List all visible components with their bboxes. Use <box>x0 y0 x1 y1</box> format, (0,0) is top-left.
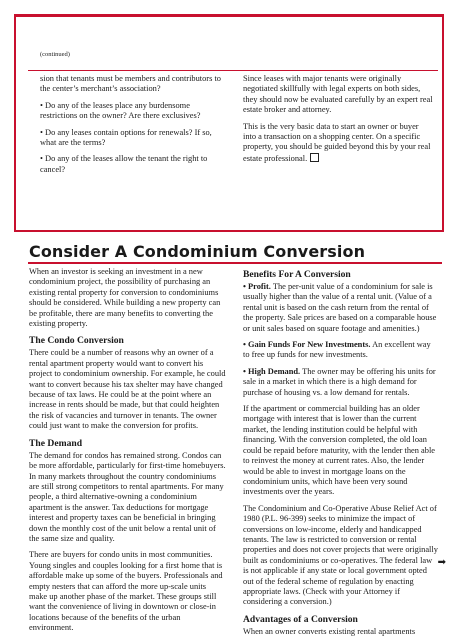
benefit-label: • Profit. <box>243 282 271 291</box>
advantages-paragraph: When an owner converts existing rental apartments <box>243 626 416 636</box>
continued-right-column <box>243 74 433 170</box>
section-heading-demand: The Demand <box>29 437 83 449</box>
mortgage-paragraph: If the apartment or commercial building has an older mortgage with interest that is lower than the current market, the lending institution could be helpful with financing. With the conversion completed, the old loan could be repaid before maturity, with the lender then able to reinvest the money at current rates. Also, the lender would be able to invest in mortgage loans on the condominium units, which have been very sound investments over the years. <box>243 404 436 497</box>
continued-left-column <box>40 74 226 181</box>
demand-paragraph: The demand for condos has remained strong. Condos can be more affordable, particularly for first-time homebuyers. In many markets throughout the country condominiums are still strong competitors to rental apartments. For many people, a third alternative-owning a condominium apartment is the answer. Tax deductions for mortgage interest and property taxes can be beneficial in bringing down the monthly cost of the unit below a rental unit of the same size and quality. <box>29 450 226 543</box>
benefit-label: • Gain Funds For New Investments. <box>243 340 371 350</box>
abuse-relief-act-paragraph: The Condominium and Co-Operative Abuse Relief Act of 1980 (P.L. 96-399) seeks to minimize the impact of conversions on low-income, elderly and handicapped tenants. The law is restricted to conversion or rental properties and does not cover projects that were originally built as condominiums or co-operatives. The federal law is not applicable if any state or local government opted out of the federal scheme of regulation by enacting appropriate laws. (Check with your Attorney if considering a conversion.) <box>243 503 438 607</box>
top-divider-rule <box>28 70 438 71</box>
article-headline: Consider A Condominium Conversion <box>29 242 366 261</box>
closing-paragraph <box>243 122 433 165</box>
benefit-profit <box>243 282 439 334</box>
buyers-paragraph: There are buyers for condo units in most communities. Young singles and couples looking for a first home that is affordable make up some of the buyers. Professionals and empty nesters that can afford the more up-scale units make up another phase of the market. These groups still want the convenience of living in downtown or close-in locations because of the benefits of the urban environment. <box>29 550 223 633</box>
article-left-column <box>29 267 226 640</box>
headline-rule <box>28 262 442 264</box>
condo-conversion-paragraph: There could be a number of reasons why an owner of a rental apartment property would want to convert his project to condominium ownership. For example, he could want to convert because his tax shelter may have changed because of tax laws. He could be at the point where an increase in rents should be made, but that could heighten the risk of vacancies and turnover in tenants. The owner could just want to make the conversion for profits. <box>29 348 226 431</box>
benefit-label: • High Demand. <box>243 366 301 376</box>
benefit-text: The per-unit value of a condominium for sale is usually higher than the value of a rental unit. (Value of a rental unit is based on the cash return from the rental of the property. Sale prices are based on a comparable house or unit sales based on square footage and amenities.) <box>243 282 437 333</box>
list-item: • Do any of the leases place any burdensome restrictions on the owner? Are there exclusives? <box>40 100 201 121</box>
section-heading-advantages: Advantages of a Conversion <box>243 613 358 625</box>
continue-arrow-icon: ➡ <box>437 557 446 568</box>
benefit-high-demand <box>243 367 439 398</box>
benefit-text: An excellent way to free up funds for new investments. <box>243 340 431 360</box>
benefit-gain-funds <box>243 340 439 361</box>
list-item: • Do any of the leases allow the tenant the right to cancel? <box>40 154 208 174</box>
article-right-column <box>243 267 439 643</box>
intro-paragraph: When an investor is seeking an investment in a new condominium project, the possibility of purchasing an existing rental property for conversion to condominiums should be considered. While building a new property can be profitable, there are many benefits to converting the existing property. <box>29 267 221 329</box>
section-heading-benefits: Benefits For A Conversion <box>243 269 351 280</box>
closing-text: This is the very basic data to start an owner or buyer into a transaction on a shopping center. On a specific property, you should be guided beyond this by your real estate professional. <box>243 121 431 163</box>
section-heading-condo-conversion: The Condo Conversion <box>29 335 124 347</box>
benefit-text: The owner may be offering his units for sale in a market in which there is a high demand for purchase of housing vs. a low demand for rentals. <box>243 366 436 397</box>
list-item: • Do any leases contain options for renewals? If so, what are the terms? <box>40 127 212 148</box>
end-mark-icon <box>310 153 319 162</box>
continued-label: (continued) <box>40 51 70 58</box>
continued-paragraph: sion that tenants must be members and contributors to the center’s merchant’s association? <box>40 74 221 94</box>
continued-paragraph: Since leases with major tenants were originally negotiated skillfully with legal experts on both sides, they should now be evaluated carefully by an expert real estate broker and attorney. <box>243 74 433 115</box>
